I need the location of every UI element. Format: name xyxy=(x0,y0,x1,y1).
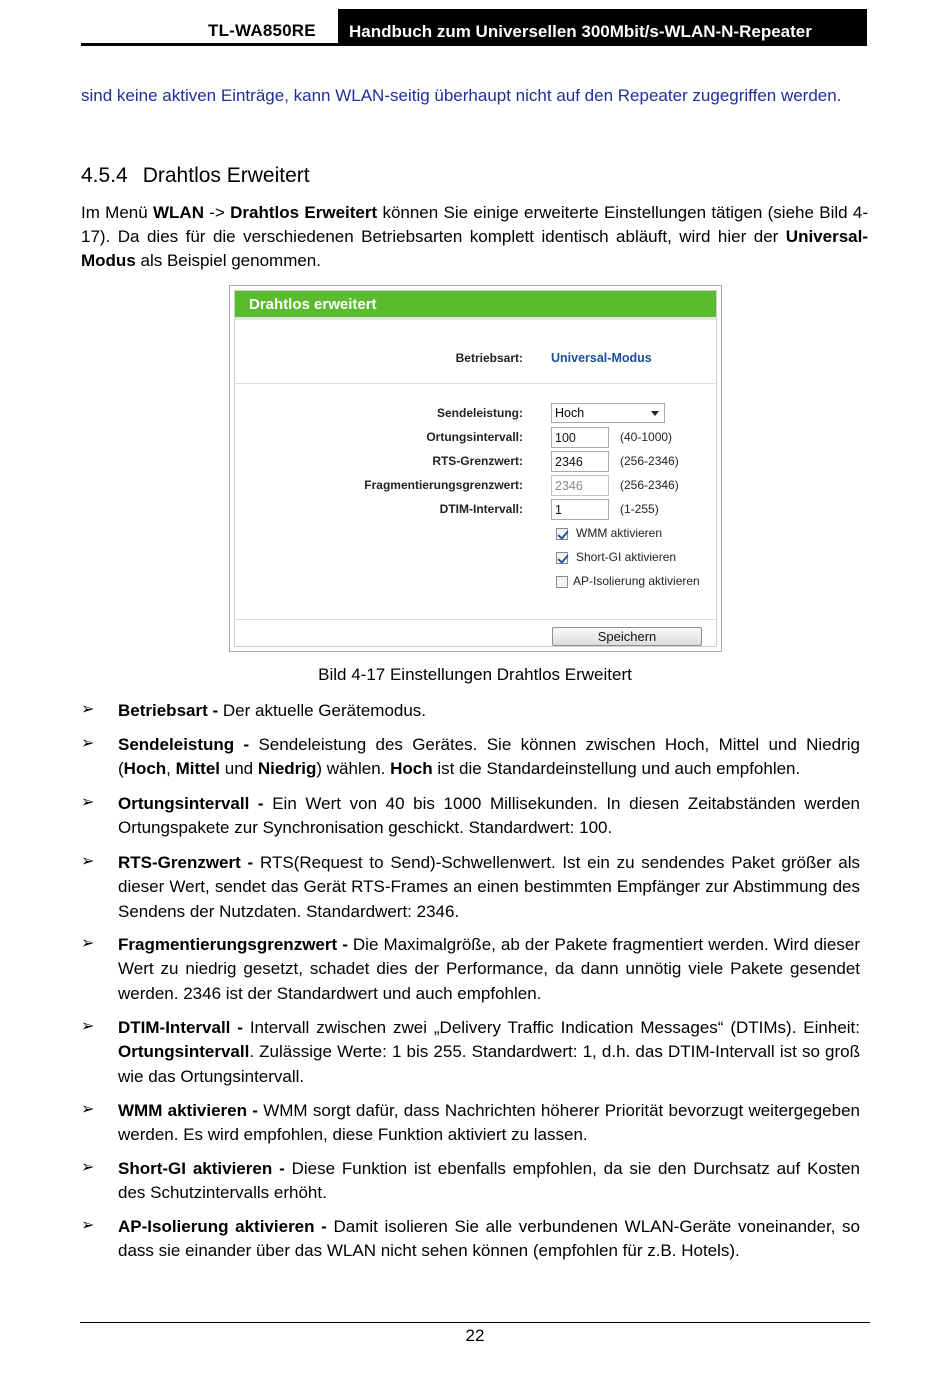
list-item-desc: Ein Wert von 40 bis 1000 Millisekunden. In diesen Zeitabständen werden Ortungspakete zur Synchronisation geschickt. Standardwert: 100. xyxy=(118,794,860,838)
list-item-text xyxy=(118,851,860,924)
rts-input[interactable]: 2346 xyxy=(551,451,609,472)
power-select[interactable] xyxy=(551,403,665,423)
intro-text: -> xyxy=(203,203,231,222)
chevron-down-icon xyxy=(651,411,659,416)
beacon-input[interactable]: 100 xyxy=(551,427,609,448)
arrow-bullet-icon: ➢ xyxy=(81,794,95,811)
section-heading xyxy=(81,164,310,188)
list-item-text xyxy=(118,733,860,782)
mode-value: Universal-Modus xyxy=(551,351,652,365)
wmm-checkbox[interactable] xyxy=(556,528,568,540)
settings-panel xyxy=(234,290,717,647)
list-item xyxy=(81,851,868,924)
arrow-bullet-icon: ➢ xyxy=(81,1159,95,1176)
list-item-keyword: Niedrig xyxy=(257,759,317,779)
list-item-desc: WMM sorgt dafür, dass Nachrichten höherer Priorität bevorzugt weitergegeben werden. Es wird empfohlen, diese Funktion aktiviert zu lassen. xyxy=(118,1101,860,1145)
arrow-bullet-icon: ➢ xyxy=(81,1217,95,1234)
list-item-desc: ) wählen. xyxy=(316,759,391,779)
wmm-label: WMM aktivieren xyxy=(576,526,663,540)
settings-screenshot xyxy=(229,285,722,652)
list-item-desc: Sendeleistung des Gerätes. Sie können zwischen Hoch, Mittel und Niedrig ( xyxy=(118,735,860,779)
dtim-input[interactable]: 1 xyxy=(551,499,609,520)
list-item-desc: und xyxy=(220,759,258,779)
list-item-term: Ortungsintervall - xyxy=(118,794,273,813)
header-rule xyxy=(81,43,339,46)
list-item-keyword: Hoch xyxy=(390,759,433,779)
carryover-paragraph: sind keine aktiven Einträge, kann WLAN-seitig überhaupt nicht auf den Repeater zugegriffen werden. xyxy=(81,86,842,105)
list-item xyxy=(81,792,868,841)
list-item xyxy=(81,933,868,1006)
list-item-desc: Intervall zwischen zwei „Delivery Traffic Indication Messages“ (DTIMs). Einheit: xyxy=(249,1018,860,1037)
intro-bold-wlan: WLAN xyxy=(153,203,204,222)
footer-rule xyxy=(80,1322,870,1323)
section-number: 4.5.4 xyxy=(81,164,128,187)
list-item-text xyxy=(118,1099,860,1148)
short-gi-checkbox[interactable] xyxy=(556,552,568,564)
list-item-text xyxy=(118,1215,860,1264)
list-item xyxy=(81,1016,868,1089)
list-item-keyword: Hoch xyxy=(123,759,167,779)
list-item-term: Sendeleistung - xyxy=(118,735,259,754)
list-item-desc: Die Maximalgröße, ab der Pakete fragmentiert werden. Wird dieser Wert zu niedrig gesetzt, schadet dies der Performance, da dann unnötig viele Pakete gesendet werden. 2346 ist der Standardwert und auch empfohlen. xyxy=(118,935,860,1003)
frag-range: (256-2346) xyxy=(620,478,679,492)
rts-label: RTS-Grenzwert: xyxy=(432,454,523,468)
dtim-label: DTIM-Intervall: xyxy=(439,502,523,516)
list-item-term: Fragmentierungsgrenzwert - xyxy=(118,935,353,954)
arrow-bullet-icon: ➢ xyxy=(81,1018,95,1035)
list-item xyxy=(81,699,868,723)
panel-title-underline xyxy=(235,317,716,320)
list-item-desc: Damit isolieren Sie alle verbundenen WLAN-Geräte voneinander, so dass sie einander über das WLAN nicht sehen können (empfohlen für z.B. Hotels). xyxy=(118,1217,860,1261)
intro-text: als Beispiel genommen. xyxy=(135,251,321,270)
panel-title: Drahtlos erweitert xyxy=(235,291,716,317)
ap-isolation-checkbox[interactable] xyxy=(556,576,568,588)
rts-range: (256-2346) xyxy=(620,454,679,468)
beacon-range: (40-1000) xyxy=(620,430,673,444)
list-item-desc: RTS(Request to Send)-Schwellenwert. Ist ein zu sendendes Paket größer als dieser Wert, sendet das Gerät RTS-Frames an einen bestimmten Empfänger zur Abstimmung des Sendens der Nutzdaten. Standardwert: 2346. xyxy=(118,853,860,921)
page-number: 22 xyxy=(465,1326,485,1345)
intro-text: Im Menü xyxy=(81,203,153,222)
mode-label: Betriebsart: xyxy=(455,351,523,365)
power-label: Sendeleistung: xyxy=(436,406,523,420)
list-item-term: DTIM-Intervall - xyxy=(118,1018,250,1037)
list-item-keyword: Mittel xyxy=(175,759,221,779)
intro-text: können Sie einige erweiterte Einstellungen tätigen (siehe Bild 4-17). Da dies für die verschiedenen Betriebsarten komplett identisch abläuft, wird hier der xyxy=(81,203,868,246)
section-title: Drahtlos Erweitert xyxy=(142,164,310,187)
list-item-desc: . Zulässige Werte: 1 bis 255. Standardwert: 1, d.h. das DTIM-Intervall ist so groß wie das Ortungsintervall. xyxy=(118,1042,860,1086)
save-button[interactable]: Speichern xyxy=(552,627,702,646)
header-title: Handbuch zum Universellen 300Mbit/s-WLAN-N-Repeater xyxy=(338,9,867,46)
list-item-text xyxy=(118,933,860,1006)
arrow-bullet-icon: ➢ xyxy=(81,701,95,718)
intro-paragraph xyxy=(81,201,868,273)
list-item-term: Short-GI aktivieren - xyxy=(118,1159,292,1178)
list-item xyxy=(81,1157,868,1206)
list-item-desc: Diese Funktion ist ebenfalls empfohlen, da sie den Durchsatz auf Kosten des Schutzintervalls erhöht. xyxy=(118,1159,861,1203)
ap-isolation-label: AP-Isolierung aktivieren xyxy=(573,574,700,588)
dtim-range: (1-255) xyxy=(620,502,659,516)
list-item-term: Betriebsart - xyxy=(118,701,223,720)
arrow-bullet-icon: ➢ xyxy=(81,853,95,870)
intro-bold-menu: Drahtlos Erweitert xyxy=(230,203,378,222)
panel-divider xyxy=(235,619,716,620)
list-item-text xyxy=(118,699,860,723)
list-item-desc: , xyxy=(166,759,176,779)
list-item xyxy=(81,1215,868,1264)
frag-label: Fragmentierungsgrenzwert: xyxy=(364,478,523,492)
frag-input[interactable]: 2346 xyxy=(551,475,609,496)
list-item-desc: ist die Standardeinstellung und auch empfohlen. xyxy=(432,759,801,779)
arrow-bullet-icon: ➢ xyxy=(81,735,95,752)
list-item-text xyxy=(118,1016,860,1089)
list-item xyxy=(81,1099,868,1148)
power-select-value: Hoch xyxy=(555,406,585,420)
list-item-text xyxy=(118,1157,860,1206)
arrow-bullet-icon: ➢ xyxy=(81,935,95,952)
header-model: TL-WA850RE xyxy=(208,21,316,40)
list-item-keyword: Ortungsintervall xyxy=(118,1042,250,1062)
list-item-term: WMM aktivieren - xyxy=(118,1101,264,1120)
list-item-desc: Der aktuelle Gerätemodus. xyxy=(222,701,427,720)
list-item-text xyxy=(118,792,860,841)
beacon-label: Ortungsintervall: xyxy=(426,430,523,444)
list-item xyxy=(81,733,868,782)
intro-bold-mode: Universal-Modus xyxy=(81,227,868,270)
figure-caption: Bild 4-17 Einstellungen Drahtlos Erweitert xyxy=(318,665,632,684)
panel-divider xyxy=(235,383,716,384)
list-item-term: AP-Isolierung aktivieren - xyxy=(118,1217,334,1236)
list-item-term: RTS-Grenzwert - xyxy=(118,853,260,872)
short-gi-label: Short-GI aktivieren xyxy=(576,550,677,564)
arrow-bullet-icon: ➢ xyxy=(81,1101,95,1118)
